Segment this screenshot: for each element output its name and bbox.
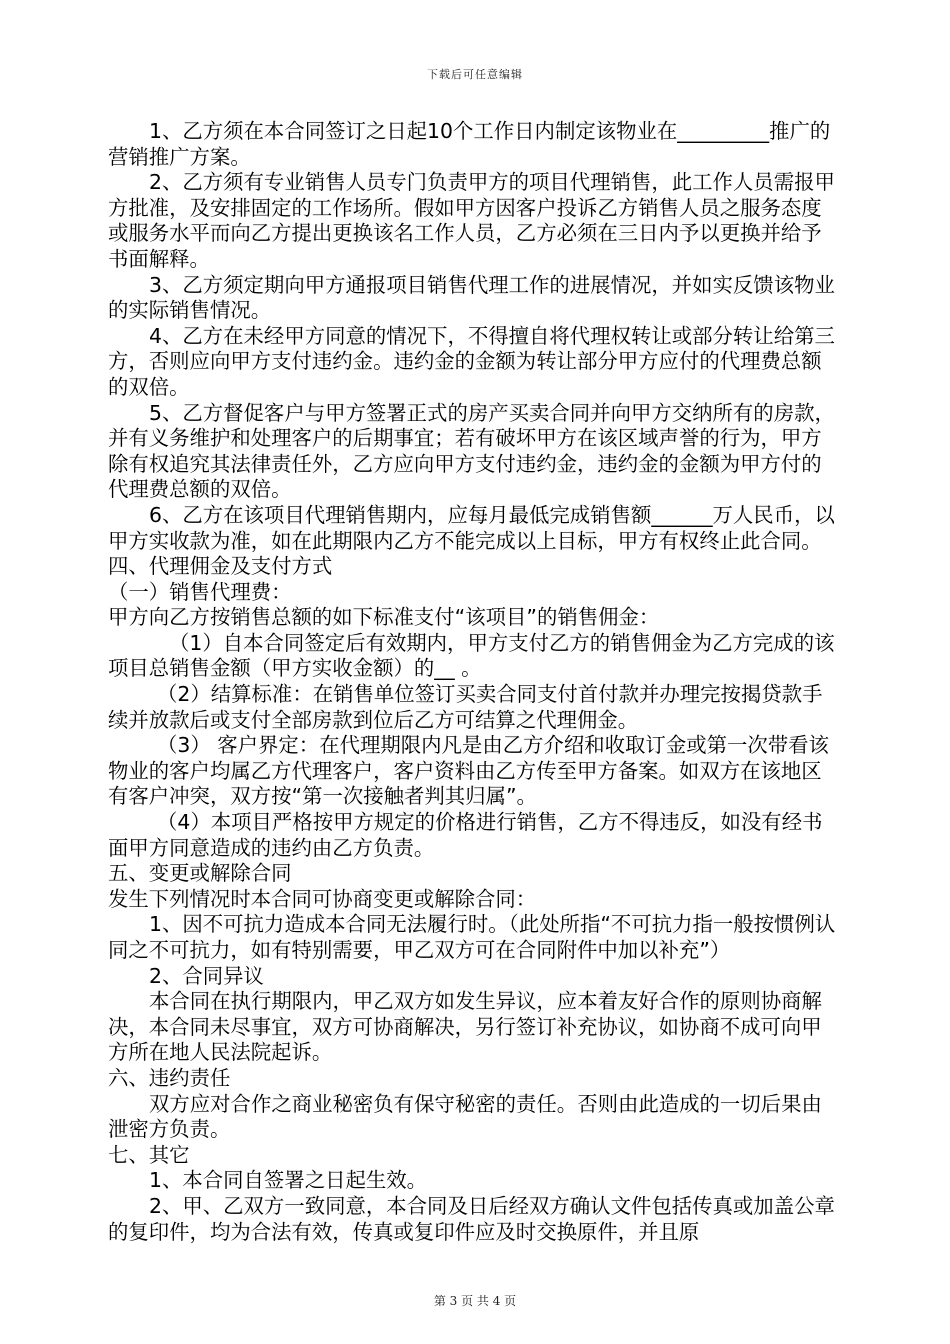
page-footer: 第 3 页 共 4 页 [433,1294,517,1308]
clause-paragraph: 3、乙方须定期向甲方通报项目销售代理工作的进展情况，并如实反馈该物业的实际销售情况。 [108,272,835,323]
body-paragraph: 发生下列情况时本合同可协商变更或解除合同： [108,886,537,911]
clause-paragraph: 2、乙方须有专业销售人员专门负责甲方的项目代理销售，此工作人员需报甲方批准，及安排固定的工作场所。假如甲方因客户投诉乙方销售人员之服务态度或服务水平而向乙方提出更换该名工作人员，乙方必须在三日内予以更换并给予书面解释。 [108,170,835,271]
clause-paragraph: （2）结算标准：在销售单位签订买卖合同支付首付款并办理完按揭贷款手续并放款后或支付全部房款到位后乙方可结算之代理佣金。 [108,682,823,732]
section-heading: 四、代理佣金及支付方式 [108,554,333,579]
clause-paragraph: （3） 客户界定：在代理期限内凡是由乙方介绍和收取订金或第一次带看该物业的客户均属乙方代理客户，客户资料由乙方传至甲方备案。如双方在该地区有客户冲突，双方按“第一次接触者判其归属”。 [108,733,829,809]
clause-paragraph: 6、乙方在该项目代理销售期内，应每月最低完成销售额______万人民币，以甲方实收款为准，如在此期限内乙方不能完成以上目标，甲方有权终止此合同。 [108,502,835,553]
clause-paragraph: （1）自本合同签定后有效期内，甲方支付乙方的销售佣金为乙方完成的该项目总销售金额（甲方实收金额）的__ 。 [108,630,835,681]
body-paragraph: 双方应对合作之商业秘密负有保守秘密的责任。否则由此造成的一切后果由泄密方负责。 [108,1091,822,1142]
clause-paragraph: 2、甲、乙双方一致同意，本合同及日后经双方确认文件包括传真或加盖公章的复印件，均为合法有效，传真或复印件应及时交换原件，并且原 [108,1193,835,1244]
clause-paragraph: 5、乙方督促客户与甲方签署正式的房产买卖合同并向甲方交纳所有的房款，并有义务维护和处理客户的后期事宜；若有破坏甲方在该区域声誉的行为，甲方除有权追究其法律责任外，乙方应向甲方支付违约金，违约金的金额为甲方付的代理费总额的双倍。 [108,400,835,502]
clause-paragraph: 2、合同异议 [149,963,264,988]
page-header: 下载后可任意编辑 [427,68,523,81]
clause-paragraph: 1、乙方须在本合同签订之日起10个工作日内制定该物业在_________推广的营销推广方案。 [108,119,831,169]
clause-paragraph: 4、乙方在未经甲方同意的情况下，不得擅自将代理权转让或部分转让给第三方，否则应向甲方支付违约金。违约金的金额为转让部分甲方应付的代理费总额的双倍。 [108,323,835,399]
body-paragraph: 本合同在执行期限内，甲乙双方如发生异议，应本着友好合作的原则协商解决，本合同未尽事宜，双方可协商解决，另行签订补充协议，如协商不成可向甲方所在地人民法院起诉。 [108,989,822,1065]
section-heading: 五、变更或解除合同 [108,861,292,886]
subsection-heading: （一）销售代理费： [108,579,292,604]
clause-paragraph: （4）本项目严格按甲方规定的价格进行销售，乙方不得违反，如没有经书面甲方同意造成的违约由乙方负责。 [108,810,823,860]
clause-paragraph: 1、因不可抗力造成本合同无法履行时。（此处所指“不可抗力指一般按惯例认同之不可抗力，如有特别需要，甲乙双方可在合同附件中加以补充”） [108,912,836,962]
section-heading: 六、违约责任 [108,1065,231,1090]
document-body [108,119,838,1245]
body-paragraph: 甲方向乙方按销售总额的如下标准支付“该项目”的销售佣金： [108,605,660,630]
section-heading: 七、其它 [108,1142,190,1167]
clause-paragraph: 1、本合同自签署之日起生效。 [149,1168,428,1193]
